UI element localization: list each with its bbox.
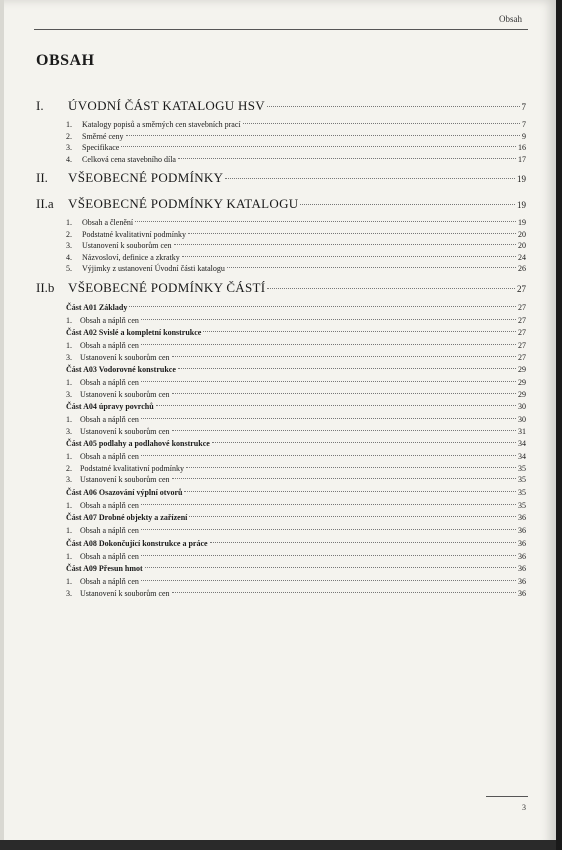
dot-leader xyxy=(212,442,516,443)
toc-entry xyxy=(36,316,526,328)
toc-entry xyxy=(36,577,526,589)
toc-entry xyxy=(36,341,526,353)
dot-leader xyxy=(243,123,520,124)
toc-entry-title: Podstatné kvalitativní podmínky xyxy=(82,229,186,239)
toc-entry-number: 3. xyxy=(66,241,72,250)
toc-entry xyxy=(36,513,526,526)
toc-entry xyxy=(36,526,526,538)
dot-leader xyxy=(172,478,516,479)
dot-leader xyxy=(172,393,516,394)
toc-entry-number: 1. xyxy=(66,120,72,129)
dot-leader xyxy=(141,381,516,382)
toc-entry xyxy=(36,539,526,552)
dot-leader xyxy=(141,504,516,505)
toc-entry-page: 36 xyxy=(518,564,526,573)
dot-leader xyxy=(227,267,516,268)
toc-entry-title: Ustanovení k souborům cen xyxy=(80,426,170,436)
toc-entry-number: 3. xyxy=(66,426,72,436)
toc-entry xyxy=(36,390,526,402)
toc-entry xyxy=(36,452,526,464)
toc-entry xyxy=(36,143,526,155)
toc-entry-number: 2. xyxy=(66,463,72,473)
toc-entry-page: 35 xyxy=(518,475,526,484)
toc-entry-page: 36 xyxy=(518,588,526,598)
toc-entry xyxy=(36,303,526,316)
toc-entry-number: 3. xyxy=(66,143,72,152)
toc-entry xyxy=(36,196,526,218)
toc-entry-title: Část A05 podlahy a podlahové konstrukce xyxy=(66,439,210,448)
toc-entry-page: 20 xyxy=(518,241,526,250)
toc-entry xyxy=(36,353,526,365)
toc-entry-title: Část A09 Přesun hmot xyxy=(66,564,143,573)
toc-entry-number: 1. xyxy=(66,577,72,586)
toc-entry-title: Část A01 Základy xyxy=(66,302,128,312)
toc-entry-page: 19 xyxy=(517,174,526,184)
dot-leader xyxy=(156,405,516,406)
dot-leader xyxy=(172,430,516,431)
dot-leader xyxy=(189,516,516,517)
dot-leader xyxy=(172,356,516,357)
toc-entry-page: 36 xyxy=(518,538,526,548)
toc-entry xyxy=(36,328,526,341)
dot-leader xyxy=(225,178,515,179)
toc-entry-number: 3. xyxy=(66,352,72,362)
toc-entry-number: 1. xyxy=(66,452,72,461)
toc-entry xyxy=(36,439,526,452)
dot-leader xyxy=(141,580,516,581)
toc-entry-title: Část A04 úpravy povrchů xyxy=(66,402,154,411)
dot-leader xyxy=(141,529,516,530)
toc-entry-number: II.b xyxy=(36,279,55,295)
page-number: 3 xyxy=(522,803,526,812)
footer-rule xyxy=(486,796,528,797)
toc-entry-page: 31 xyxy=(518,426,526,436)
toc-entry-page: 24 xyxy=(518,252,526,262)
toc-entry-number: 4. xyxy=(66,252,72,262)
toc-entry-page: 35 xyxy=(518,463,526,473)
dot-leader xyxy=(267,106,520,107)
toc-entry xyxy=(36,218,526,230)
toc-entry-page: 34 xyxy=(518,439,526,448)
toc-entry-page: 7 xyxy=(522,120,526,129)
toc-entry-title: Obsah a náplň cen xyxy=(80,526,139,535)
header-rule xyxy=(34,29,528,30)
toc-entry-title: Obsah a náplň cen xyxy=(80,500,139,510)
toc-entry-page: 19 xyxy=(517,200,526,210)
toc-entry-title: Názvosloví, definice a zkratky xyxy=(82,252,180,262)
toc-entry-title: VŠEOBECNÉ PODMÍNKY ČÁSTÍ xyxy=(68,279,266,295)
toc-entry-number: 1. xyxy=(66,551,72,561)
dot-leader xyxy=(188,233,516,234)
toc-entry-page: 35 xyxy=(518,487,526,497)
toc-entry xyxy=(36,415,526,427)
toc-entry-page: 27 xyxy=(518,341,526,350)
toc-entry xyxy=(36,264,526,276)
toc-entry-title: Část A06 Osazování výplní otvorů xyxy=(66,487,183,497)
toc-entry xyxy=(36,402,526,415)
toc-entry xyxy=(36,253,526,265)
toc-entry-page: 36 xyxy=(518,577,526,586)
toc-entry-number: 1. xyxy=(66,341,72,350)
toc-entry-title: Výjimky z ustanovení Úvodní části katalogu xyxy=(82,264,225,273)
dot-leader xyxy=(174,244,516,245)
toc-entry-number: 4. xyxy=(66,154,72,164)
toc-entry-title: Obsah a náplň cen xyxy=(80,551,139,561)
page-edge xyxy=(0,0,4,850)
toc-entry-page: 7 xyxy=(521,102,526,112)
toc-entry-page: 30 xyxy=(518,415,526,424)
toc-entry-title: Katalogy popisů a směrných cen stavebních prací xyxy=(82,120,241,129)
toc-entry xyxy=(36,120,526,132)
toc-entry-title: Část A02 Svislé a kompletní konstrukce xyxy=(66,328,202,337)
toc-entry xyxy=(36,98,526,120)
toc-entry-page: 27 xyxy=(518,302,526,312)
toc-entry-number: 1. xyxy=(66,415,72,424)
toc-entry-title: Ustanovení k souborům cen xyxy=(82,241,172,250)
toc-entry-page: 27 xyxy=(517,283,526,294)
toc-entry-number: 1. xyxy=(66,500,72,510)
dot-leader xyxy=(186,467,516,468)
toc-entry xyxy=(36,488,526,501)
dot-leader xyxy=(141,555,516,556)
dot-leader xyxy=(121,146,516,147)
toc-entry xyxy=(36,155,526,167)
toc-entry-page: 35 xyxy=(518,500,526,510)
toc-entry-number: 1. xyxy=(66,218,72,227)
toc-entry-title: Obsah a náplň cen xyxy=(80,341,139,350)
toc-entry xyxy=(36,170,526,192)
toc-entry xyxy=(36,464,526,476)
toc-entry xyxy=(36,230,526,242)
dot-leader xyxy=(267,288,515,289)
toc-entry-title: Směrné ceny xyxy=(82,131,124,141)
toc-entry-page: 17 xyxy=(518,154,526,164)
toc-entry-title: Specifikace xyxy=(82,143,120,152)
toc-entry-title: Podstatné kvalitativní podmínky xyxy=(80,463,184,473)
toc-entry xyxy=(36,589,526,601)
toc-entry-page: 29 xyxy=(518,365,526,374)
toc-entry-page: 29 xyxy=(518,378,526,387)
toc-entry-page: 27 xyxy=(518,328,526,337)
toc-entry-page: 29 xyxy=(518,389,526,399)
dot-leader xyxy=(300,204,515,205)
toc-entry-number: II. xyxy=(36,170,48,185)
toc-entry-number: 3. xyxy=(66,588,72,598)
toc-entry-title: Obsah a náplň cen xyxy=(80,378,139,387)
dot-leader xyxy=(178,158,516,159)
toc-entry xyxy=(36,365,526,378)
dot-leader xyxy=(184,491,516,492)
dot-leader xyxy=(145,567,516,568)
toc-entry-title: Obsah a náplň cen xyxy=(80,452,139,461)
toc-entry xyxy=(36,552,526,564)
toc-entry xyxy=(36,378,526,390)
toc-entry xyxy=(36,132,526,144)
dot-leader xyxy=(178,368,516,369)
toc-entry-number: 2. xyxy=(66,131,72,141)
page-title: OBSAH xyxy=(36,52,95,69)
dot-leader xyxy=(141,455,516,456)
toc-entry-number: 2. xyxy=(66,229,72,239)
toc-entry-title: Ustanovení k souborům cen xyxy=(80,389,170,399)
dot-leader xyxy=(182,256,516,257)
toc-entry xyxy=(36,241,526,253)
dot-leader xyxy=(129,306,516,307)
toc-entry-number: 1. xyxy=(66,315,72,325)
toc-entry-title: Ustanovení k souborům cen xyxy=(80,352,170,362)
dot-leader xyxy=(210,542,516,543)
toc-entry-page: 36 xyxy=(518,551,526,561)
toc-entry-number: 3. xyxy=(66,475,72,484)
toc-entry-page: 16 xyxy=(518,143,526,152)
toc-entry-number: 3. xyxy=(66,389,72,399)
toc-entry-page: 34 xyxy=(518,452,526,461)
toc-entry-page: 36 xyxy=(518,526,526,535)
toc-entry-page: 36 xyxy=(518,513,526,522)
toc-entry xyxy=(36,475,526,487)
toc-entry-page: 9 xyxy=(522,131,526,141)
toc-entry-title: Ustanovení k souborům cen xyxy=(80,588,170,598)
dot-leader xyxy=(141,319,516,320)
toc-entry-title: Obsah a náplň cen xyxy=(80,577,139,586)
toc-entry-title: VŠEOBECNÉ PODMÍNKY xyxy=(68,170,224,185)
dot-leader xyxy=(141,418,516,419)
toc-entry xyxy=(36,564,526,577)
toc-entry-title: Celková cena stavebního díla xyxy=(82,154,176,164)
toc-entry-title: Obsah a náplň cen xyxy=(80,415,139,424)
dot-leader xyxy=(141,344,516,345)
toc-entry-number: II.a xyxy=(36,196,54,211)
toc-entry-page: 26 xyxy=(518,264,526,273)
toc-entry-title: VŠEOBECNÉ PODMÍNKY KATALOGU xyxy=(68,196,299,211)
toc-entry-title: Část A08 Dokončující konstrukce a práce xyxy=(66,538,208,548)
dot-leader xyxy=(126,135,520,136)
dot-leader xyxy=(203,331,516,332)
toc-entry-title: Ustanovení k souborům cen xyxy=(80,475,170,484)
toc-entry-page: 27 xyxy=(518,315,526,325)
toc-entry-title: Obsah a náplň cen xyxy=(80,315,139,325)
toc-entry-number: I. xyxy=(36,98,44,113)
toc-entry-number: 1. xyxy=(66,378,72,387)
toc-entry xyxy=(36,501,526,513)
toc-entry-page: 30 xyxy=(518,402,526,411)
toc-entry-title: Část A07 Drobné objekty a zařízení xyxy=(66,513,188,522)
toc-entry-page: 27 xyxy=(518,352,526,362)
toc-entry xyxy=(36,427,526,439)
dot-leader xyxy=(172,592,516,593)
scan-border xyxy=(0,840,556,850)
toc-entry-number: 1. xyxy=(66,526,72,535)
toc-entry-page: 19 xyxy=(518,218,526,227)
toc-entry-number: 5. xyxy=(66,264,72,273)
dot-leader xyxy=(135,221,516,222)
toc-entry-page: 20 xyxy=(518,229,526,239)
toc-entry-title: Část A03 Vodorovné konstrukce xyxy=(66,365,176,374)
table-of-contents xyxy=(36,94,526,600)
toc-entry xyxy=(36,280,526,302)
toc-entry-title: ÚVODNÍ ČÁST KATALOGU HSV xyxy=(68,98,265,113)
toc-entry-title: Obsah a členění xyxy=(82,218,134,227)
running-header: Obsah xyxy=(499,14,522,24)
